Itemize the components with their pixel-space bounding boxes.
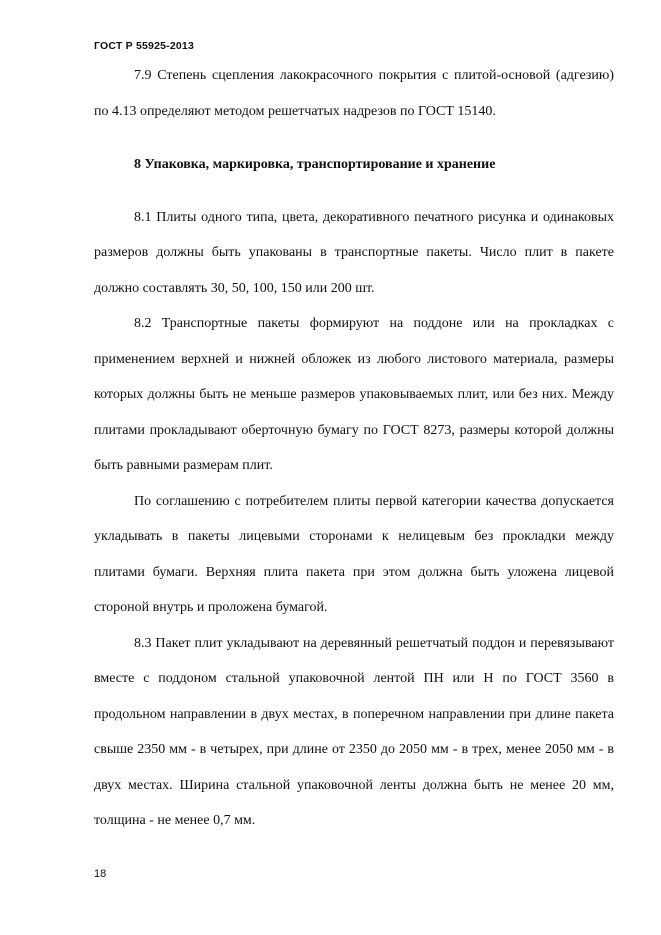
- paragraph-7-9: 7.9 Степень сцепления лакокрасочного покрытия с плитой-основой (адгезию) по 4.13 определяют методом решетчатых надрезов по ГОСТ 15140.: [94, 68, 614, 119]
- paragraph-agreement: По соглашению с потребителем плиты первой категории качества допускается укладывать в пакеты лицевыми сторонами к нелицевым без прокладки между плитами бумаги. Верхняя плита пакета при этом должна быть уложена лицевой стороной внутрь и проложена бумагой.: [94, 493, 614, 615]
- document-code-header: ГОСТ Р 55925-2013: [94, 40, 195, 52]
- spacer: [94, 183, 614, 200]
- section-8-heading: 8 Упаковка, маркировка, транспортирование и хранение: [134, 157, 496, 172]
- paragraph-8-1: 8.1 Плиты одного типа, цвета, декоративного печатного рисунка и одинаковых размеров должны быть упакованы в транспортные пакеты. Число плит в пакете должно составлять 30, 50, 100, 150 или 200 шт.: [94, 209, 614, 296]
- paragraph-8-2: 8.2 Транспортные пакеты формируют на поддоне или на прокладках с применением верхней и нижней обложек из любого листового материала, размеры которых должны быть не меньше размеров упаковываемых плит, или без них. Между плитами прокладывают оберточную бумагу по ГОСТ 8273, размеры которой должны быть равными размерам плит.: [94, 316, 614, 473]
- page-number: 18: [94, 868, 107, 880]
- paragraph-8-3: 8.3 Пакет плит укладывают на деревянный решетчатый поддон и перевязывают вместе с поддоном стальной упаковочной лентой ПН или Н по ГОСТ 3560 в продольном направлении в двух местах, в поперечном направлении при длине пакета свыше 2350 мм - в четырех, при длине от 2350 до 2050 мм - в трех, менее 2050 мм - в двух местах. Ширина стальной упаковочной ленты должна быть не менее 20 мм, толщина - не менее 0,7 мм.: [94, 635, 614, 828]
- spacer: [94, 129, 614, 147]
- page-body: [94, 58, 614, 839]
